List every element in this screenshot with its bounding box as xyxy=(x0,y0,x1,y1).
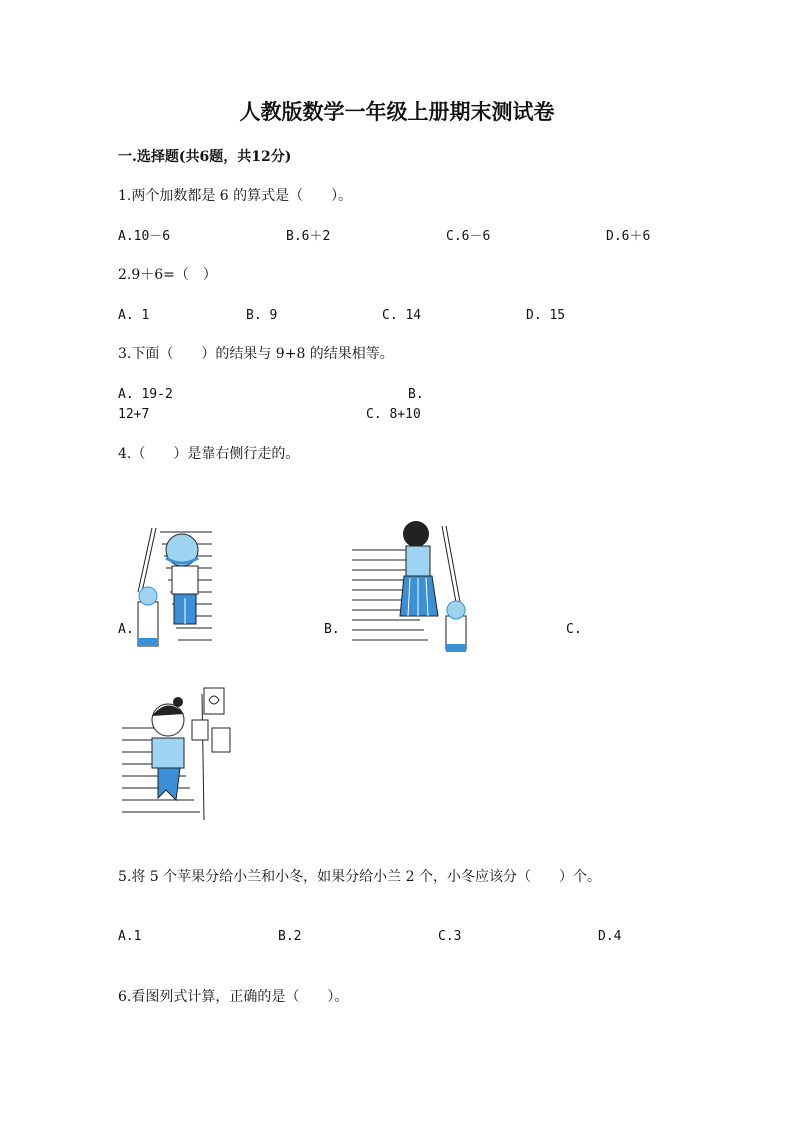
page-title: 人教版数学一年级上册期末测试卷 xyxy=(239,99,555,124)
q3-option-a: A. 19-2 xyxy=(118,387,173,402)
q4-option-c: C. xyxy=(566,622,582,637)
boy-climbing-stairs-illustration xyxy=(132,522,214,652)
girl-climbing-stairs-illustration xyxy=(350,520,468,654)
question-5-stem: 5.将 5 个苹果分给小兰和小冬，如果分给小兰 2 个，小冬应该分（ ）个。 xyxy=(118,869,601,885)
q1-option-a: A.10－6 xyxy=(118,229,171,244)
q1-option-b: B.6＋2 xyxy=(286,229,331,244)
q4-option-b: B. xyxy=(324,622,340,637)
q2-option-b: B. 9 xyxy=(246,308,278,323)
question-4-stem: 4.（ ）是靠右侧行走的。 xyxy=(118,446,300,462)
q3-option-b-value: 12+7 xyxy=(118,407,150,422)
q1-option-d: D.6＋6 xyxy=(606,229,651,244)
q5-option-b: B.2 xyxy=(278,929,302,944)
question-6-stem: 6.看图列式计算，正确的是（ ）。 xyxy=(118,989,349,1005)
q3-option-b: B. xyxy=(408,387,424,402)
q3-option-c: C. 8+10 xyxy=(366,407,421,422)
q1-option-c: C.6－6 xyxy=(446,229,491,244)
section-heading: 一.选择题(共6题，共12分) xyxy=(118,149,292,165)
q5-option-c: C.3 xyxy=(438,929,462,944)
q4-option-a: A. xyxy=(118,622,134,637)
question-3-stem: 3.下面（ ）的结果与 9+8 的结果相等。 xyxy=(118,346,394,362)
question-1-stem: 1.两个加数都是 6 的算式是（ ）。 xyxy=(118,188,353,204)
q2-option-a: A. 1 xyxy=(118,308,150,323)
q5-option-a: A.1 xyxy=(118,929,142,944)
q2-option-c: C. 14 xyxy=(382,308,422,323)
question-2-stem: 2.9＋6=（ ） xyxy=(118,267,217,283)
q2-option-d: D. 15 xyxy=(526,308,566,323)
q5-option-d: D.4 xyxy=(598,929,622,944)
boy-walking-down-stairs-illustration xyxy=(118,684,244,822)
